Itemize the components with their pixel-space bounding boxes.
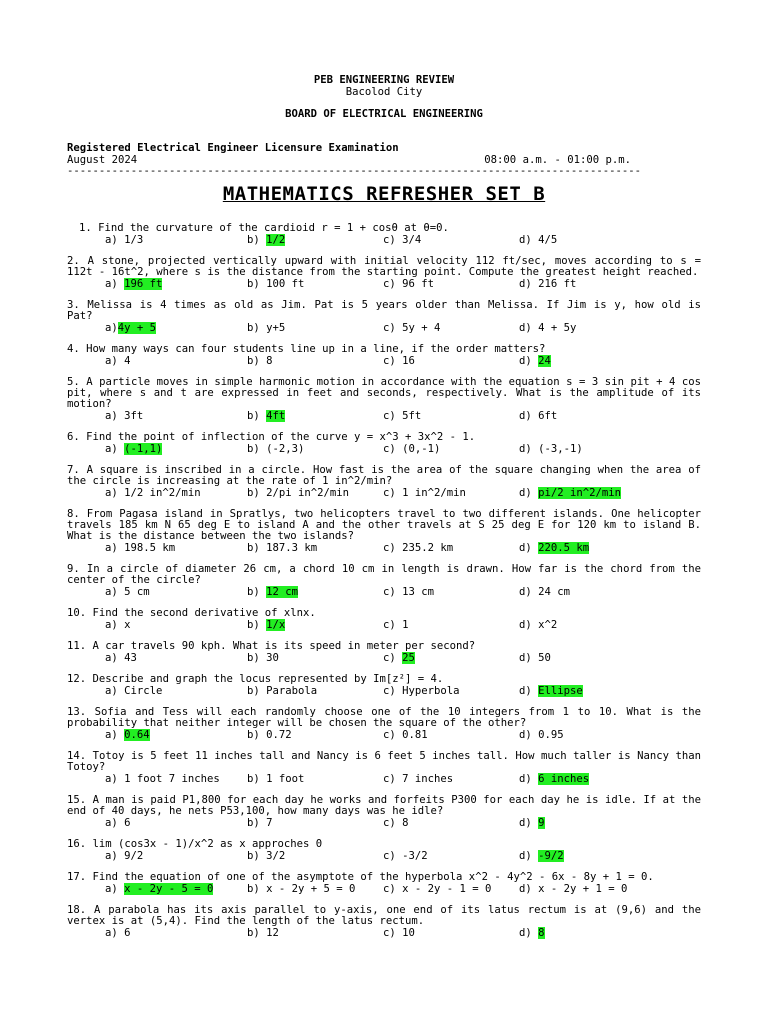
choice-option bbox=[519, 685, 655, 697]
choice-option bbox=[247, 729, 383, 741]
choice-option bbox=[519, 652, 655, 664]
question-text: 10. Find the second derivative of xlnx. bbox=[67, 607, 316, 619]
question-item bbox=[67, 300, 701, 334]
choice-option bbox=[67, 487, 247, 499]
choice-option bbox=[67, 322, 247, 334]
choice-option bbox=[67, 278, 247, 290]
answer-highlight: 0.64 bbox=[124, 729, 150, 741]
choice-option bbox=[247, 685, 383, 697]
choice-row bbox=[67, 850, 701, 862]
choice-label: b) bbox=[247, 410, 267, 422]
choice-row bbox=[67, 487, 701, 499]
answer-highlight: 1/x bbox=[266, 619, 286, 631]
answer-highlight: 6 inches bbox=[538, 773, 590, 785]
choice-option bbox=[247, 586, 383, 598]
choice-option bbox=[67, 443, 247, 455]
choice-label: b) 8 bbox=[247, 355, 273, 367]
choice-label: b) 3/2 bbox=[247, 850, 286, 862]
question-item bbox=[67, 674, 701, 697]
choice-label: c) 16 bbox=[383, 355, 415, 367]
choice-option bbox=[519, 817, 655, 829]
choice-row bbox=[67, 322, 701, 334]
choice-label: b) bbox=[247, 234, 267, 246]
choice-option bbox=[383, 773, 519, 785]
choice-row bbox=[67, 586, 701, 598]
choice-row bbox=[67, 619, 701, 631]
question-text: 14. Totoy is 5 feet 11 inches tall and Nancy is 6 feet 5 inches tall. How much taller is Nancy than Totoy? bbox=[67, 750, 701, 773]
choice-option bbox=[247, 773, 383, 785]
question-item bbox=[67, 344, 701, 367]
choice-label: a) bbox=[105, 883, 125, 895]
choice-option bbox=[519, 410, 655, 422]
choice-label: a) bbox=[105, 322, 118, 334]
choice-option bbox=[247, 817, 383, 829]
question-text: 5. A particle moves in simple harmonic motion in accordance with the equation s = 3 sin pit + 4 cos pit, where s and t are expressed in feet and seconds, respectively. What is the amplitude of its motion? bbox=[67, 376, 701, 410]
choice-label: b) x - 2y + 5 = 0 bbox=[247, 883, 356, 895]
choice-option bbox=[519, 487, 655, 499]
question-text: 18. A parabola has its axis parallel to y-axis, one end of its latus rectum is at (9,6) and the vertex is at (5,4). Find the length of the latus rectum. bbox=[67, 904, 701, 927]
choice-label: a) 43 bbox=[105, 652, 137, 664]
choice-label: c) -3/2 bbox=[383, 850, 428, 862]
choice-option bbox=[519, 355, 655, 367]
question-item bbox=[67, 564, 701, 598]
choice-option bbox=[247, 234, 383, 246]
choice-option bbox=[67, 927, 247, 939]
question-text: 15. A man is paid P1,800 for each day he works and forfeits P300 for each day he is idle. If at the end of 40 days, he nets P53,100, how many days was he idle? bbox=[67, 794, 701, 817]
choice-option bbox=[383, 927, 519, 939]
question-text: 1. Find the curvature of the cardioid r = 1 + cosθ at θ=0. bbox=[79, 222, 449, 234]
answer-highlight: 9 bbox=[538, 817, 545, 829]
choice-option bbox=[383, 817, 519, 829]
choice-row bbox=[67, 927, 701, 939]
choice-option bbox=[67, 619, 247, 631]
choice-label: b) bbox=[247, 619, 267, 631]
choice-option bbox=[67, 542, 247, 554]
city: Bacolod City bbox=[345, 86, 423, 98]
choice-row bbox=[67, 542, 701, 554]
choice-label: b) y+5 bbox=[247, 322, 286, 334]
choice-label: d) x - 2y + 1 = 0 bbox=[519, 883, 628, 895]
choice-option bbox=[383, 542, 519, 554]
choice-option bbox=[383, 586, 519, 598]
question-item bbox=[67, 465, 701, 499]
choice-label: a) 6 bbox=[105, 817, 131, 829]
question-list bbox=[67, 223, 701, 939]
choice-option bbox=[247, 443, 383, 455]
choice-label: a) 1/3 bbox=[105, 234, 144, 246]
choice-row bbox=[67, 652, 701, 664]
choice-label: d) 24 cm bbox=[519, 586, 571, 598]
answer-highlight: 196 ft bbox=[124, 278, 163, 290]
choice-row bbox=[67, 234, 701, 246]
choice-label: b) 100 ft bbox=[247, 278, 305, 290]
choice-option bbox=[247, 883, 383, 895]
choice-label: c) 235.2 km bbox=[383, 542, 454, 554]
question-item bbox=[67, 905, 701, 939]
choice-option bbox=[519, 883, 655, 895]
question-text: 7. A square is inscribed in a circle. How fast is the area of the square changing when the area of the circle is increasing at the rate of 1 in^2/min? bbox=[67, 464, 701, 487]
question-item bbox=[67, 795, 701, 829]
choice-option bbox=[383, 652, 519, 664]
choice-label: a) 1 foot 7 inches bbox=[105, 773, 220, 785]
choice-label: d) bbox=[519, 542, 539, 554]
choice-label: c) Hyperbola bbox=[383, 685, 460, 697]
choice-label: c) 1 bbox=[383, 619, 409, 631]
answer-highlight: Ellipse bbox=[538, 685, 583, 697]
choice-option bbox=[247, 850, 383, 862]
choice-option bbox=[383, 410, 519, 422]
choice-label: d) (-3,-1) bbox=[519, 443, 583, 455]
choice-option bbox=[383, 729, 519, 741]
question-text: 11. A car travels 90 kph. What is its speed in meter per second? bbox=[67, 640, 476, 652]
choice-label: d) 216 ft bbox=[519, 278, 577, 290]
choice-option bbox=[67, 410, 247, 422]
choice-option bbox=[383, 278, 519, 290]
choice-option bbox=[247, 652, 383, 664]
choice-label: a) 5 cm bbox=[105, 586, 150, 598]
choice-label: d) 50 bbox=[519, 652, 551, 664]
choice-label: a) 3ft bbox=[105, 410, 144, 422]
choice-option bbox=[383, 322, 519, 334]
question-item bbox=[67, 223, 701, 246]
question-item bbox=[67, 839, 701, 862]
question-item bbox=[67, 509, 701, 554]
question-item bbox=[67, 256, 701, 290]
choice-label: c) 13 cm bbox=[383, 586, 435, 598]
answer-highlight: x - 2y - 5 = 0 bbox=[124, 883, 214, 895]
question-text: 2. A stone, projected vertically upward with initial velocity 112 ft/sec, moves according to s = 112t - 16t^2, where s is the distance from the starting point. Compute the greatest height reached. bbox=[67, 255, 701, 278]
choice-option bbox=[519, 729, 655, 741]
choice-option bbox=[383, 487, 519, 499]
choice-row bbox=[67, 883, 701, 895]
choice-label: d) 6ft bbox=[519, 410, 558, 422]
choice-label: a) 9/2 bbox=[105, 850, 144, 862]
choice-label: a) 4 bbox=[105, 355, 131, 367]
choice-option bbox=[67, 586, 247, 598]
choice-option bbox=[519, 850, 655, 862]
choice-option bbox=[519, 542, 655, 554]
answer-highlight: 25 bbox=[402, 652, 415, 664]
choice-option bbox=[67, 652, 247, 664]
choice-label: b) 0.72 bbox=[247, 729, 292, 741]
choice-label: c) 0.81 bbox=[383, 729, 428, 741]
choice-option bbox=[67, 850, 247, 862]
question-item bbox=[67, 641, 701, 664]
question-item bbox=[67, 872, 701, 895]
choice-label: b) (-2,3) bbox=[247, 443, 305, 455]
choice-label: b) 30 bbox=[247, 652, 279, 664]
choice-row bbox=[67, 355, 701, 367]
choice-option bbox=[383, 883, 519, 895]
exam-date: August 2024 bbox=[67, 154, 138, 166]
choice-label: d) bbox=[519, 355, 539, 367]
exam-page bbox=[67, 74, 701, 949]
answer-highlight: 8 bbox=[538, 927, 545, 939]
choice-option bbox=[67, 355, 247, 367]
choice-option bbox=[247, 487, 383, 499]
choice-label: c) 8 bbox=[383, 817, 409, 829]
choice-row bbox=[67, 729, 701, 741]
choice-label: b) 12 bbox=[247, 927, 279, 939]
choice-option bbox=[383, 443, 519, 455]
org-name: PEB ENGINEERING REVIEW bbox=[313, 74, 455, 86]
choice-option bbox=[67, 234, 247, 246]
choice-option bbox=[383, 619, 519, 631]
choice-label: a) x bbox=[105, 619, 131, 631]
answer-highlight: 4ft bbox=[266, 410, 286, 422]
choice-row bbox=[67, 278, 701, 290]
choice-option bbox=[67, 685, 247, 697]
page-title: MATHEMATICS REFRESHER SET B bbox=[222, 183, 546, 205]
choice-label: a) bbox=[105, 278, 125, 290]
choice-label: b) bbox=[247, 586, 267, 598]
choice-label: a) Circle bbox=[105, 685, 163, 697]
choice-label: d) 4/5 bbox=[519, 234, 558, 246]
choice-label: b) 2/pi in^2/min bbox=[247, 487, 350, 499]
choice-option bbox=[519, 322, 655, 334]
choice-option bbox=[519, 927, 655, 939]
choice-label: b) Parabola bbox=[247, 685, 318, 697]
answer-highlight: 220.5 km bbox=[538, 542, 590, 554]
answer-highlight: 12 cm bbox=[266, 586, 299, 598]
choice-label: d) 4 + 5y bbox=[519, 322, 577, 334]
choice-label: d) bbox=[519, 817, 539, 829]
board-name: BOARD OF ELECTRICAL ENGINEERING bbox=[285, 108, 483, 120]
choice-option bbox=[67, 773, 247, 785]
choice-option bbox=[383, 234, 519, 246]
answer-highlight: 4y + 5 bbox=[117, 322, 157, 334]
answer-highlight: pi/2 in^2/min bbox=[538, 487, 622, 499]
choice-label: c) bbox=[383, 652, 403, 664]
choice-label: d) 0.95 bbox=[519, 729, 564, 741]
answer-highlight: (-1,1) bbox=[124, 443, 163, 455]
choice-label: a) 198.5 km bbox=[105, 542, 176, 554]
answer-highlight: 1/2 bbox=[266, 234, 286, 246]
choice-row bbox=[67, 410, 701, 422]
question-item bbox=[67, 751, 701, 785]
choice-label: a) bbox=[105, 443, 125, 455]
choice-option bbox=[519, 586, 655, 598]
choice-option bbox=[383, 685, 519, 697]
choice-label: c) 5ft bbox=[383, 410, 422, 422]
choice-option bbox=[519, 234, 655, 246]
choice-option bbox=[247, 410, 383, 422]
choice-label: d) bbox=[519, 487, 539, 499]
choice-option bbox=[247, 927, 383, 939]
choice-label: d) bbox=[519, 927, 539, 939]
choice-label: b) 187.3 km bbox=[247, 542, 318, 554]
choice-label: c) (0,-1) bbox=[383, 443, 441, 455]
question-text: 17. Find the equation of one of the asymptote of the hyperbola x^2 - 4y^2 - 6x - 8y + 1 = 0. bbox=[67, 871, 654, 883]
choice-option bbox=[519, 443, 655, 455]
choice-label: a) 1/2 in^2/min bbox=[105, 487, 201, 499]
choice-label: c) x - 2y - 1 = 0 bbox=[383, 883, 492, 895]
choice-label: d) bbox=[519, 685, 539, 697]
choice-row bbox=[67, 685, 701, 697]
question-text: 12. Describe and graph the locus represented by Im[z²] = 4. bbox=[67, 673, 444, 685]
answer-highlight: -9/2 bbox=[538, 850, 564, 862]
choice-label: c) 3/4 bbox=[383, 234, 422, 246]
choice-option bbox=[67, 729, 247, 741]
question-item bbox=[67, 707, 701, 741]
question-text: 8. From Pagasa island in Spratlys, two helicopters travel to two different islands. One helicopter travels 185 km N 65 deg E to island A and the other travels at S 25 deg E for 120 km to island B. What is the distance between the two islands? bbox=[67, 508, 701, 542]
choice-option bbox=[247, 355, 383, 367]
choice-row bbox=[67, 773, 701, 785]
choice-label: a) 6 bbox=[105, 927, 131, 939]
choice-label: d) x^2 bbox=[519, 619, 558, 631]
question-text: 13. Sofia and Tess will each randomly choose one of the 10 integers from 1 to 10. What is the probability that neither integer will be chosen the square of the other? bbox=[67, 706, 701, 729]
choice-label: c) 7 inches bbox=[383, 773, 454, 785]
date-time-row bbox=[67, 154, 701, 166]
question-text: 4. How many ways can four students line up in a line, if the order matters? bbox=[67, 343, 546, 355]
choice-label: b) 7 bbox=[247, 817, 273, 829]
choice-option bbox=[67, 817, 247, 829]
choice-option bbox=[383, 355, 519, 367]
choice-option bbox=[247, 619, 383, 631]
question-text: 3. Melissa is 4 times as old as Jim. Pat is 5 years older than Melissa. If Jim is y, how old is Pat? bbox=[67, 299, 701, 322]
exam-time: 08:00 a.m. - 01:00 p.m. bbox=[484, 154, 631, 166]
question-item bbox=[67, 608, 701, 631]
choice-option bbox=[247, 542, 383, 554]
choice-option bbox=[247, 278, 383, 290]
choice-option bbox=[383, 850, 519, 862]
choice-label: c) 5y + 4 bbox=[383, 322, 441, 334]
divider: ------------------------------------------------------------------------------------------ bbox=[67, 166, 642, 177]
choice-label: a) bbox=[105, 729, 125, 741]
choice-option bbox=[67, 883, 247, 895]
choice-row bbox=[67, 443, 701, 455]
exam-name: Registered Electrical Engineer Licensure Examination bbox=[67, 142, 399, 154]
choice-label: c) 10 bbox=[383, 927, 415, 939]
question-item bbox=[67, 432, 701, 455]
choice-label: b) 1 foot bbox=[247, 773, 305, 785]
question-item bbox=[67, 377, 701, 422]
choice-label: c) 1 in^2/min bbox=[383, 487, 466, 499]
choice-option bbox=[519, 773, 655, 785]
choice-row bbox=[67, 817, 701, 829]
choice-option bbox=[519, 278, 655, 290]
choice-label: d) bbox=[519, 773, 539, 785]
choice-option bbox=[519, 619, 655, 631]
answer-highlight: 24 bbox=[538, 355, 551, 367]
choice-label: c) 96 ft bbox=[383, 278, 435, 290]
question-text: 6. Find the point of inflection of the curve y = x^3 + 3x^2 - 1. bbox=[67, 431, 476, 443]
question-text: 16. lim (cos3x - 1)/x^2 as x approches 0 bbox=[67, 838, 323, 850]
choice-label: d) bbox=[519, 850, 539, 862]
question-text: 9. In a circle of diameter 26 cm, a chord 10 cm in length is drawn. How far is the chord from the center of the circle? bbox=[67, 563, 701, 586]
choice-option bbox=[247, 322, 383, 334]
